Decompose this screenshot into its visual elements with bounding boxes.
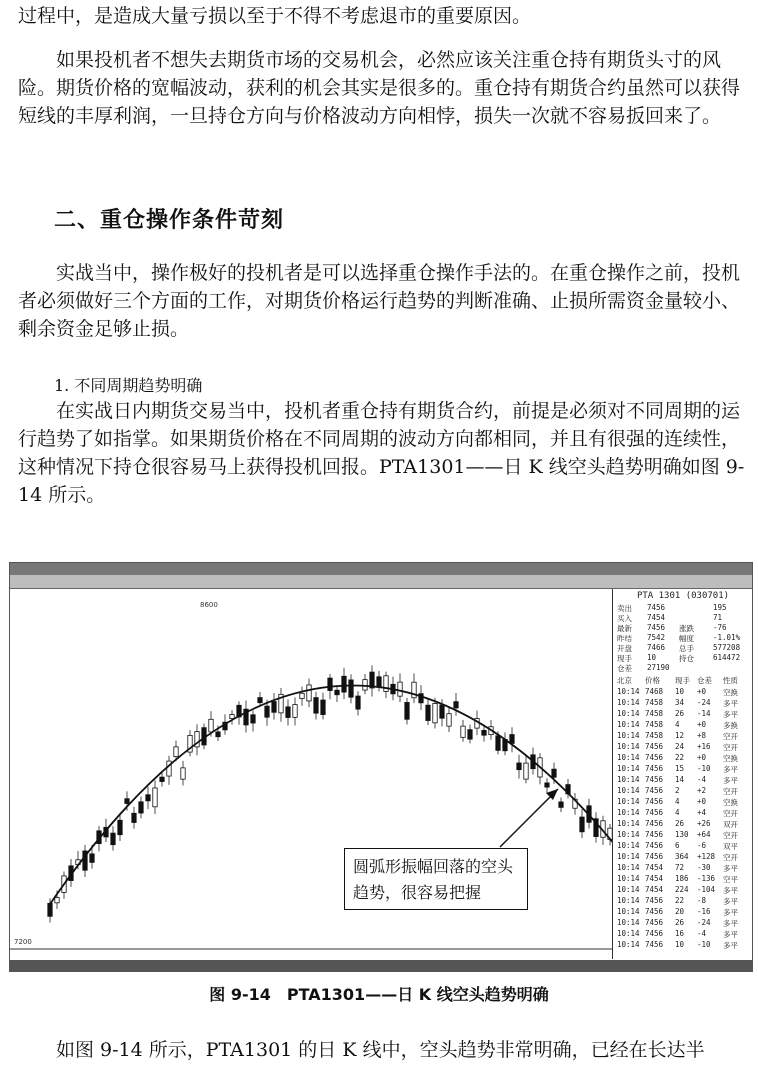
tick-cell: 空开 <box>723 743 738 752</box>
tick-row <box>617 808 749 819</box>
tick-cell: -104 <box>697 885 716 894</box>
tick-row <box>617 841 749 852</box>
candle-body <box>461 726 465 737</box>
tick-cell: +2 <box>697 786 707 795</box>
tick-cell: 10:14 <box>617 852 640 861</box>
tick-cell: 10:14 <box>617 929 640 938</box>
tick-cell: 186 <box>675 874 689 883</box>
tick-header <box>617 675 749 686</box>
tick-cell: 4 <box>675 797 680 806</box>
tick-cell: 7456 <box>645 841 664 850</box>
candle-body <box>90 854 94 862</box>
tick-cell: -30 <box>697 863 711 872</box>
candle-body <box>293 705 297 718</box>
tick-row <box>617 764 749 775</box>
annotation-box: 圆弧形振幅回落的空头趋势，很容易把握 <box>344 848 528 910</box>
tick-row <box>617 885 749 896</box>
quote-cell: 7466 <box>647 643 666 652</box>
candle-body <box>300 693 304 698</box>
tick-cell: 7456 <box>645 764 664 773</box>
tick-cell: 多平 <box>723 941 738 950</box>
tick-row <box>617 929 749 940</box>
quote-cell: 71 <box>713 613 723 622</box>
tick-cell: 16 <box>675 929 685 938</box>
tick-cell: 7456 <box>645 896 664 905</box>
candle-body <box>55 898 59 903</box>
low-price-label: 7200 <box>14 938 32 946</box>
tick-cell: 多平 <box>723 765 738 774</box>
quote-cell: -1.01% <box>713 633 741 642</box>
figure-screenshot <box>9 562 753 972</box>
tick-row <box>617 797 749 808</box>
tick-cell: 10:14 <box>617 830 640 839</box>
tick-row <box>617 852 749 863</box>
tick-cell: -4 <box>697 775 707 784</box>
candle-body <box>321 700 325 715</box>
tick-cell: 12 <box>675 731 685 740</box>
candle-body <box>314 698 318 714</box>
quote-cell: 幅度 <box>679 634 694 643</box>
quote-cell: 7454 <box>647 613 666 622</box>
tick-cell: 多换 <box>723 721 738 730</box>
tick-cell: 7456 <box>645 753 664 762</box>
tick-cell: 14 <box>675 775 685 784</box>
tick-cell: -6 <box>697 841 707 850</box>
tick-cell: 7456 <box>645 797 664 806</box>
tick-cell: 空开 <box>723 809 738 818</box>
tick-cell: 20 <box>675 907 685 916</box>
candle-body <box>125 799 129 804</box>
tick-cell: 7454 <box>645 885 664 894</box>
tick-cell: 10:14 <box>617 940 640 949</box>
candle-body <box>118 820 122 834</box>
tick-cell: 72 <box>675 863 685 872</box>
app-toolbar <box>10 575 752 589</box>
tick-cell: 多平 <box>723 908 738 917</box>
tick-cell: 364 <box>675 852 689 861</box>
tick-cell: 空开 <box>723 853 738 862</box>
candle-body <box>181 768 185 779</box>
quote-cell: 10 <box>647 653 657 662</box>
tick-cell: 22 <box>675 896 685 905</box>
tick-cell: 10:14 <box>617 764 640 773</box>
quote-panel <box>612 589 753 959</box>
quote-cell: 7542 <box>647 633 666 642</box>
tick-cell: 10:14 <box>617 863 640 872</box>
tick-cell: 空开 <box>723 787 738 796</box>
tick-cell: 多平 <box>723 699 738 708</box>
quote-cell: 涨跌 <box>679 624 694 633</box>
quote-cell: 仓差 <box>617 664 632 673</box>
quote-cell: 577208 <box>713 643 741 652</box>
tick-cell: 10:14 <box>617 874 640 883</box>
paragraph-5: 如图 9-14 所示，PTA1301 的日 K 线中，空头趋势非常明确，已经在长达半 <box>56 1039 705 1061</box>
quote-cell: 持仓 <box>679 654 694 663</box>
quote-cell: 昨结 <box>617 634 632 643</box>
quote-cell: 27190 <box>647 663 670 672</box>
candle-body <box>517 763 521 770</box>
tick-cell: 24 <box>675 742 685 751</box>
tick-cell: +8 <box>697 731 707 740</box>
tick-row <box>617 753 749 764</box>
tick-cell: 7458 <box>645 731 664 740</box>
tick-cell: 10:14 <box>617 720 640 729</box>
tick-cell: 15 <box>675 764 685 773</box>
tick-row <box>617 687 749 698</box>
tick-row <box>617 786 749 797</box>
candle-body <box>265 706 269 717</box>
quote-cell: 最新 <box>617 624 632 633</box>
tick-cell: +0 <box>697 797 707 806</box>
section-heading: 二、重仓操作条件苛刻 <box>54 208 285 233</box>
tick-cell: 26 <box>675 918 685 927</box>
candle-body <box>398 682 402 696</box>
tick-row <box>617 830 749 841</box>
tick-cell: 10:14 <box>617 841 640 850</box>
tick-row <box>617 918 749 929</box>
tick-cell: -24 <box>697 698 711 707</box>
candle-body <box>510 735 514 744</box>
candle-body <box>405 702 409 719</box>
tick-cell: -24 <box>697 918 711 927</box>
tick-cell: -14 <box>697 709 711 718</box>
tick-cell: 7458 <box>645 698 664 707</box>
candle-body <box>342 676 346 692</box>
tick-cell: 26 <box>675 709 685 718</box>
candle-body <box>580 817 584 832</box>
tick-cell: 多平 <box>723 897 738 906</box>
tick-cell: 10:14 <box>617 918 640 927</box>
candle-body <box>559 802 563 807</box>
quote-cell: 开盘 <box>617 644 632 653</box>
tick-row <box>617 775 749 786</box>
tick-row <box>617 907 749 918</box>
tick-cell: 双平 <box>723 842 738 851</box>
tick-cell: 7456 <box>645 907 664 916</box>
tick-cell: 4 <box>675 808 680 817</box>
tick-cell: +64 <box>697 830 711 839</box>
candle-body <box>328 678 332 690</box>
candle-body <box>160 777 164 781</box>
tick-row <box>617 940 749 951</box>
quote-row <box>617 633 749 643</box>
candle-body <box>153 788 157 807</box>
tick-cell: 10:14 <box>617 698 640 707</box>
tick-cell: +0 <box>697 687 707 696</box>
tick-row <box>617 819 749 830</box>
candle-body <box>258 698 262 703</box>
tick-cell: 空平 <box>723 875 738 884</box>
tick-cell: 10:14 <box>617 885 640 894</box>
tick-cell: 7458 <box>645 720 664 729</box>
tick-cell: 空换 <box>723 754 738 763</box>
figure-caption: 图 9-14 PTA1301——日 K 线空头趋势明确 <box>209 985 549 1004</box>
tick-cell: 10 <box>675 940 685 949</box>
quote-cell: 现手 <box>617 654 632 663</box>
candle-body <box>139 802 143 813</box>
tick-cell: -10 <box>697 940 711 949</box>
candle-body <box>552 769 556 777</box>
candle-body <box>377 677 381 687</box>
tick-cell: -16 <box>697 907 711 916</box>
candle-body <box>230 715 234 719</box>
tick-cell: 空开 <box>723 831 738 840</box>
tick-header-cell: 性质 <box>723 676 738 685</box>
tick-cell: 7456 <box>645 929 664 938</box>
paragraph-3: 实战当中，操作极好的投机者是可以选择重仓操作手法的。在重仓操作之前，投机者必须做好三个方面的工作，对期货价格运行趋势的判断准确、止损所需资金量较小、剩余资金足够止损。 <box>18 262 741 340</box>
tick-cell: -8 <box>697 896 707 905</box>
paragraph-1: 过程中，是造成大量亏损以至于不得不考虑退市的重要原因。 <box>18 5 532 27</box>
tick-cell: 10:14 <box>617 753 640 762</box>
status-bar <box>10 960 752 971</box>
tick-cell: +4 <box>697 808 707 817</box>
tick-cell: +0 <box>697 753 707 762</box>
tick-cell: 10:14 <box>617 797 640 806</box>
app-menu-bar <box>10 563 752 575</box>
tick-cell: -136 <box>697 874 716 883</box>
tick-cell: -10 <box>697 764 711 773</box>
tick-cell: 多平 <box>723 886 738 895</box>
tick-cell: 2 <box>675 786 680 795</box>
tick-row <box>617 896 749 907</box>
quote-cell: 总手 <box>679 644 694 653</box>
paragraph-4: 在实战日内期货交易当中，投机者重仓持有期货合约，前提是必须对不同周期的运行趋势了如指掌。如果期货价格在不同周期的波动方向都相同，并且有很强的连续性，这种情况下持仓很容易马上获得投机回报。PTA1301——日 K 线空头趋势明确如图 9-14 所示。 <box>18 400 745 506</box>
tick-cell: +0 <box>697 720 707 729</box>
candle-body <box>174 747 178 757</box>
candle-body <box>524 763 528 779</box>
candle-body <box>335 690 339 695</box>
candle-body <box>146 795 150 801</box>
tick-cell: 7456 <box>645 808 664 817</box>
tick-cell: 7456 <box>645 786 664 795</box>
tick-cell: 4 <box>675 720 680 729</box>
callout-pointer <box>500 789 558 847</box>
candle-body <box>111 833 115 845</box>
paragraph-2: 如果投机者不想失去期货市场的交易机会，必然应该关注重仓持有期货头寸的风险。期货价格的宽幅波动，获利的机会其实是很多的。重仓持有期货合约虽然可以获得短线的丰厚利润，一旦持仓方向与价格波动方向相悖，损失一次就不容易扳回来了。 <box>18 49 741 127</box>
tick-cell: 224 <box>675 885 689 894</box>
tick-cell: 26 <box>675 819 685 828</box>
tick-cell: 双开 <box>723 820 738 829</box>
tick-row <box>617 698 749 709</box>
panel-title: PTA 1301 (030701) <box>636 591 730 601</box>
tick-cell: 7456 <box>645 940 664 949</box>
tick-row <box>617 742 749 753</box>
tick-cell: 10:14 <box>617 819 640 828</box>
peak-price-label: 8600 <box>200 601 218 609</box>
quote-row <box>617 663 749 673</box>
tick-cell: 10:14 <box>617 742 640 751</box>
tick-cell: 7456 <box>645 918 664 927</box>
tick-row <box>617 863 749 874</box>
tick-cell: 7456 <box>645 742 664 751</box>
candle-body <box>216 732 220 737</box>
candle-body <box>454 702 458 708</box>
tick-cell: 7456 <box>645 852 664 861</box>
tick-cell: -4 <box>697 929 707 938</box>
tick-cell: 10:14 <box>617 896 640 905</box>
candle-body <box>468 730 472 740</box>
tick-cell: 10:14 <box>617 709 640 718</box>
quote-cell: -76 <box>713 623 727 632</box>
tick-cell: 10:14 <box>617 775 640 784</box>
tick-cell: 多平 <box>723 919 738 928</box>
tick-cell: 空开 <box>723 732 738 741</box>
candle-body <box>482 730 486 735</box>
candle-body <box>132 813 136 822</box>
tick-cell: 34 <box>675 698 685 707</box>
tick-cell: 7456 <box>645 819 664 828</box>
candle-body <box>209 719 213 732</box>
tick-cell: 10 <box>675 687 685 696</box>
tick-cell: 7454 <box>645 874 664 883</box>
tick-cell: 多平 <box>723 864 738 873</box>
tick-cell: 10:14 <box>617 907 640 916</box>
candle-body <box>272 702 276 713</box>
tick-cell: 7468 <box>645 687 664 696</box>
candle-body <box>496 736 500 751</box>
tick-cell: 多平 <box>723 776 738 785</box>
tick-cell: 7456 <box>645 830 664 839</box>
tick-cell: 空换 <box>723 688 738 697</box>
tick-row <box>617 874 749 885</box>
candle-body <box>447 714 451 726</box>
tick-header-cell: 价格 <box>645 676 660 685</box>
quote-row <box>617 623 749 633</box>
tick-cell: +16 <box>697 742 711 751</box>
tick-cell: 10:14 <box>617 731 640 740</box>
candle-body <box>349 680 353 697</box>
candle-body <box>356 696 360 709</box>
quote-cell: 7456 <box>647 623 666 632</box>
candle-body <box>286 707 290 718</box>
tick-cell: +26 <box>697 819 711 828</box>
quote-row <box>617 653 749 663</box>
tick-cell: 7458 <box>645 709 664 718</box>
tick-cell: 22 <box>675 753 685 762</box>
candle-body <box>251 715 255 723</box>
tick-cell: 多平 <box>723 710 738 719</box>
quote-cell: 195 <box>713 603 727 612</box>
candle-body <box>440 705 444 718</box>
quote-row <box>617 643 749 653</box>
tick-cell: 多平 <box>723 930 738 939</box>
tick-cell: 7456 <box>645 775 664 784</box>
tick-header-cell: 仓差 <box>697 676 712 685</box>
candle-body <box>545 783 549 787</box>
tick-cell: +128 <box>697 852 716 861</box>
quote-cell: 7456 <box>647 603 666 612</box>
quote-cell: 卖出 <box>617 604 632 613</box>
tick-row <box>617 720 749 731</box>
tick-cell: 10:14 <box>617 808 640 817</box>
quote-cell: 614472 <box>713 653 741 662</box>
tick-header-cell: 现手 <box>675 676 690 685</box>
tick-cell: 7454 <box>645 863 664 872</box>
candle-body <box>426 705 430 720</box>
tick-header-cell: 北京 <box>617 676 632 685</box>
quote-cell: 买入 <box>617 614 632 623</box>
tick-row <box>617 731 749 742</box>
tick-cell: 10:14 <box>617 687 640 696</box>
tick-cell: 130 <box>675 830 689 839</box>
tick-cell: 空换 <box>723 798 738 807</box>
tick-row <box>617 709 749 720</box>
sub-heading: 1. 不同周期趋势明确 <box>54 376 203 395</box>
quote-row <box>617 613 749 623</box>
tick-cell: 10:14 <box>617 786 640 795</box>
tick-cell: 6 <box>675 841 680 850</box>
candle-body <box>307 685 311 701</box>
candle-body <box>433 703 437 722</box>
quote-row <box>617 603 749 613</box>
